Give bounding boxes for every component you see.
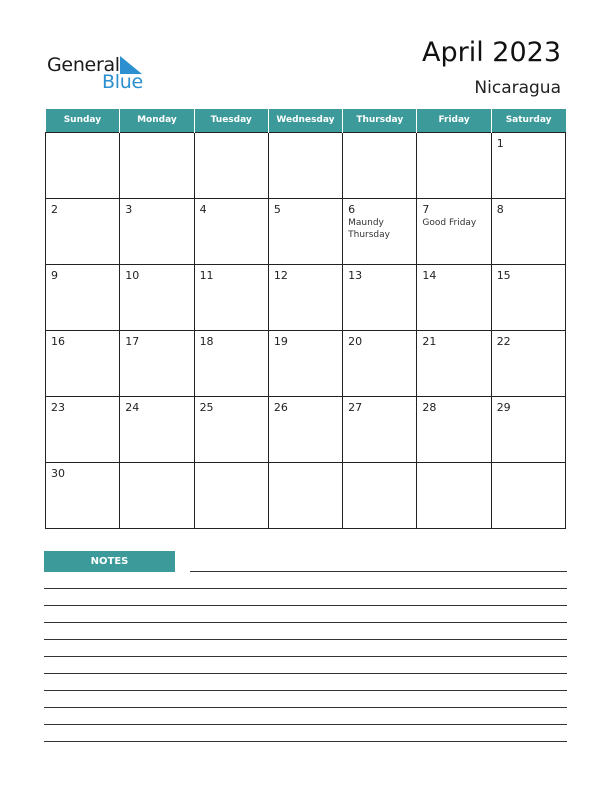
day-cell bbox=[268, 330, 342, 396]
day-number: 25 bbox=[199, 400, 214, 414]
day-cell bbox=[46, 462, 120, 528]
day-cell bbox=[491, 330, 565, 396]
day-number: 2 bbox=[51, 202, 58, 216]
day-cell bbox=[120, 264, 194, 330]
day-number: 7 bbox=[422, 202, 430, 216]
day-number: 4 bbox=[199, 202, 207, 216]
week-row bbox=[46, 330, 566, 396]
day-number: 18 bbox=[199, 334, 214, 348]
day-number: 29 bbox=[496, 400, 511, 414]
day-number: 15 bbox=[496, 268, 511, 282]
note-line bbox=[44, 605, 567, 606]
day-cell bbox=[417, 462, 491, 528]
day-cell bbox=[417, 330, 491, 396]
day-cell bbox=[194, 264, 268, 330]
day-number: 19 bbox=[273, 334, 288, 348]
day-number: 23 bbox=[51, 400, 65, 414]
day-cell bbox=[491, 198, 565, 264]
day-number: 24 bbox=[125, 400, 140, 414]
day-cell bbox=[268, 396, 342, 462]
weekday-header: Friday bbox=[417, 109, 491, 132]
calendar-title: April 2023 bbox=[421, 37, 561, 68]
day-cell bbox=[194, 462, 268, 528]
day-number: 20 bbox=[348, 334, 363, 348]
day-cell bbox=[194, 396, 268, 462]
note-line bbox=[44, 724, 567, 725]
weekday-header-row bbox=[46, 109, 566, 132]
note-line bbox=[44, 673, 567, 674]
day-cell bbox=[268, 198, 342, 264]
day-number: 11 bbox=[199, 268, 214, 282]
day-cell bbox=[120, 396, 194, 462]
day-cell bbox=[46, 330, 120, 396]
day-cell bbox=[120, 132, 194, 198]
day-cell bbox=[491, 132, 565, 198]
note-line bbox=[190, 571, 567, 572]
day-number: 12 bbox=[273, 268, 288, 282]
holiday-label: Maundy Thursday bbox=[348, 217, 390, 240]
day-cell bbox=[46, 198, 120, 264]
day-cell bbox=[194, 132, 268, 198]
day-number: 21 bbox=[422, 334, 437, 348]
day-number: 22 bbox=[496, 334, 511, 348]
day-number: 26 bbox=[273, 400, 288, 414]
notes-label: NOTES bbox=[44, 551, 175, 572]
holiday-label: Good Friday bbox=[422, 217, 477, 228]
day-cell bbox=[417, 132, 491, 198]
day-cell bbox=[417, 264, 491, 330]
day-number: 30 bbox=[51, 466, 65, 480]
day-number: 17 bbox=[125, 334, 140, 348]
calendar-grid bbox=[45, 109, 566, 529]
day-cell bbox=[491, 396, 565, 462]
weekday-header: Thursday bbox=[343, 109, 417, 132]
day-number: 10 bbox=[125, 268, 140, 282]
day-number: 3 bbox=[125, 202, 133, 216]
day-cell bbox=[268, 264, 342, 330]
day-cell bbox=[343, 132, 417, 198]
day-number: 27 bbox=[348, 400, 363, 414]
day-cell bbox=[46, 396, 120, 462]
note-line bbox=[44, 690, 567, 691]
day-cell bbox=[491, 462, 565, 528]
day-cell bbox=[120, 462, 194, 528]
weekday-header: Wednesday bbox=[268, 109, 342, 132]
day-cell bbox=[343, 264, 417, 330]
day-cell bbox=[343, 198, 417, 264]
day-number: 9 bbox=[51, 268, 58, 282]
day-number: 28 bbox=[422, 400, 437, 414]
day-cell bbox=[46, 132, 120, 198]
day-cell bbox=[343, 396, 417, 462]
day-cell bbox=[194, 198, 268, 264]
weekday-header: Sunday bbox=[46, 109, 120, 132]
note-line bbox=[44, 707, 567, 708]
week-row bbox=[46, 396, 566, 462]
day-number: 1 bbox=[496, 136, 504, 150]
day-cell bbox=[120, 198, 194, 264]
day-cell bbox=[46, 264, 120, 330]
day-number: 8 bbox=[496, 202, 504, 216]
week-row bbox=[46, 264, 566, 330]
weekday-header: Saturday bbox=[491, 109, 565, 132]
note-line bbox=[44, 656, 567, 657]
day-cell bbox=[491, 264, 565, 330]
day-cell bbox=[268, 132, 342, 198]
day-cell bbox=[417, 198, 491, 264]
day-number: 6 bbox=[348, 202, 356, 216]
day-cell bbox=[120, 330, 194, 396]
day-number: 13 bbox=[348, 268, 363, 282]
day-cell bbox=[194, 330, 268, 396]
calendar-country: Nicaragua bbox=[474, 78, 561, 98]
week-row bbox=[46, 198, 566, 264]
day-cell bbox=[343, 462, 417, 528]
day-cell bbox=[268, 462, 342, 528]
weekday-header: Monday bbox=[120, 109, 194, 132]
brand-name-blue: Blue bbox=[102, 71, 143, 93]
week-row bbox=[46, 132, 566, 198]
note-line bbox=[44, 622, 567, 623]
week-row bbox=[46, 462, 566, 528]
day-number: 5 bbox=[273, 202, 281, 216]
day-cell bbox=[417, 396, 491, 462]
note-line bbox=[44, 588, 567, 589]
note-line bbox=[44, 741, 567, 742]
note-line bbox=[44, 639, 567, 640]
brand-logo bbox=[47, 52, 157, 92]
brand-name-general: General bbox=[47, 54, 120, 76]
day-number: 16 bbox=[51, 334, 65, 348]
day-cell bbox=[343, 330, 417, 396]
weekday-header: Tuesday bbox=[194, 109, 268, 132]
day-number: 14 bbox=[422, 268, 437, 282]
